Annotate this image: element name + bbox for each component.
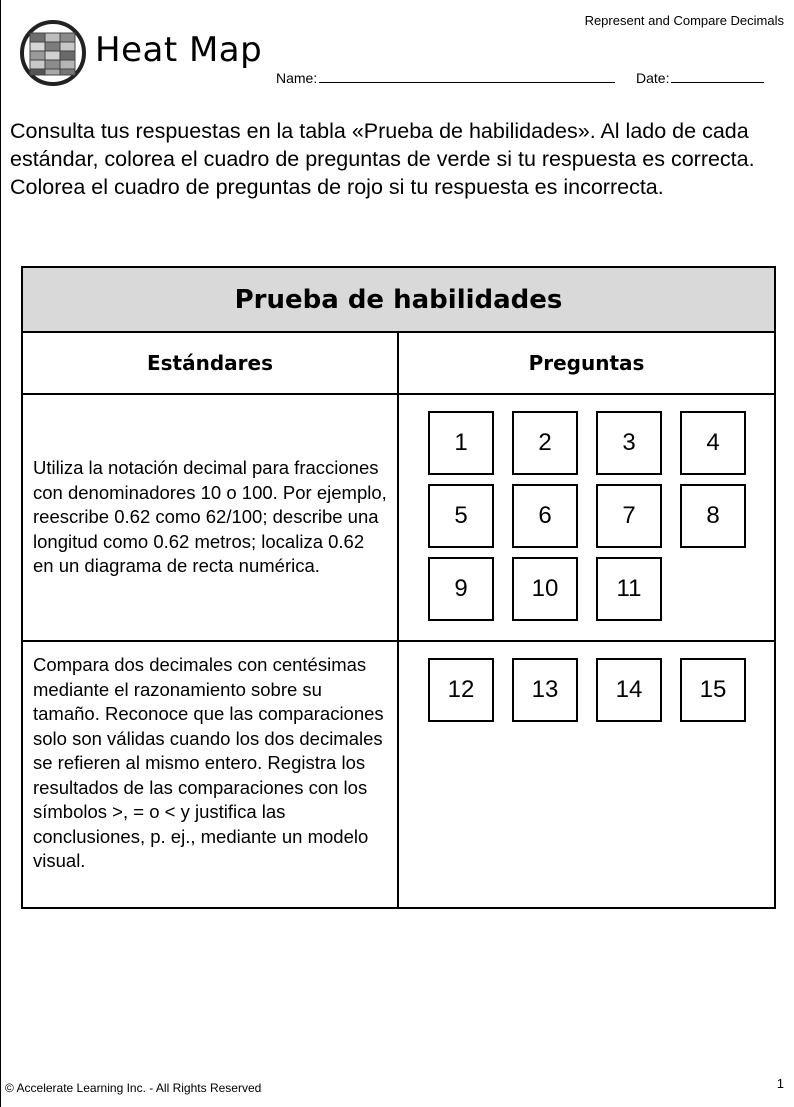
question-box[interactable]: 5	[428, 484, 494, 548]
skills-test-table	[21, 266, 776, 909]
date-label: Date:	[636, 70, 670, 86]
question-box[interactable]: 7	[596, 484, 662, 548]
copyright-text: © Accelerate Learning Inc. - All Rights Reserved	[5, 1081, 262, 1095]
question-box[interactable]: 8	[680, 484, 746, 548]
question-box[interactable]: 13	[512, 658, 578, 722]
question-box[interactable]: 14	[596, 658, 662, 722]
standard-text: Utiliza la notación decimal para fracciones con denominadores 10 o 100. Por ejemplo, reescribe 0.62 como 62/100; describe una longitud como 0.62 metros; localiza 0.62 en un diagrama de recta numérica.	[22, 394, 398, 641]
question-box[interactable]: 11	[596, 557, 662, 621]
question-box[interactable]: 12	[428, 658, 494, 722]
question-boxes	[398, 641, 775, 908]
page-left-rule	[0, 0, 1, 1107]
question-box[interactable]: 1	[428, 411, 494, 475]
table-row	[22, 641, 775, 908]
standard-text: Compara dos decimales con centésimas mediante el razonamiento sobre su tamaño. Reconoce que las comparaciones solo son válidas cuando los dos decimales se refieren al mismo entero. Registra los resultados de las comparaciones con los símbolos >, = o < y justifica las conclusiones, p. ej., mediante un modelo visual.	[22, 641, 398, 908]
question-box[interactable]: 15	[680, 658, 746, 722]
question-box[interactable]: 4	[680, 411, 746, 475]
column-header-questions: Preguntas	[398, 332, 775, 394]
question-box[interactable]: 10	[512, 557, 578, 621]
question-box[interactable]: 6	[512, 484, 578, 548]
column-header-standards: Estándares	[22, 332, 398, 394]
logo-title: Heat Map	[95, 30, 263, 70]
table-title: Prueba de habilidades	[22, 267, 775, 332]
page-number: 1	[776, 1076, 784, 1091]
name-underline	[319, 70, 615, 83]
name-label: Name:	[276, 70, 318, 86]
question-box[interactable]: 2	[512, 411, 578, 475]
heat-map-grid-icon	[19, 19, 87, 87]
question-boxes	[398, 394, 775, 641]
name-field[interactable]	[276, 70, 615, 86]
date-underline	[671, 70, 764, 83]
date-field[interactable]	[636, 70, 764, 86]
question-box[interactable]: 3	[596, 411, 662, 475]
unit-title: Represent and Compare Decimals	[584, 13, 784, 28]
table-row	[22, 394, 775, 641]
instructions-text: Consulta tus respuestas en la tabla «Prueba de habilidades». Al lado de cada estándar, colorea el cuadro de preguntas de verde si tu respuesta es correcta. Colorea el cuadro de preguntas de rojo si tu respuesta es incorrecta.	[10, 119, 755, 199]
question-box[interactable]: 9	[428, 557, 494, 621]
